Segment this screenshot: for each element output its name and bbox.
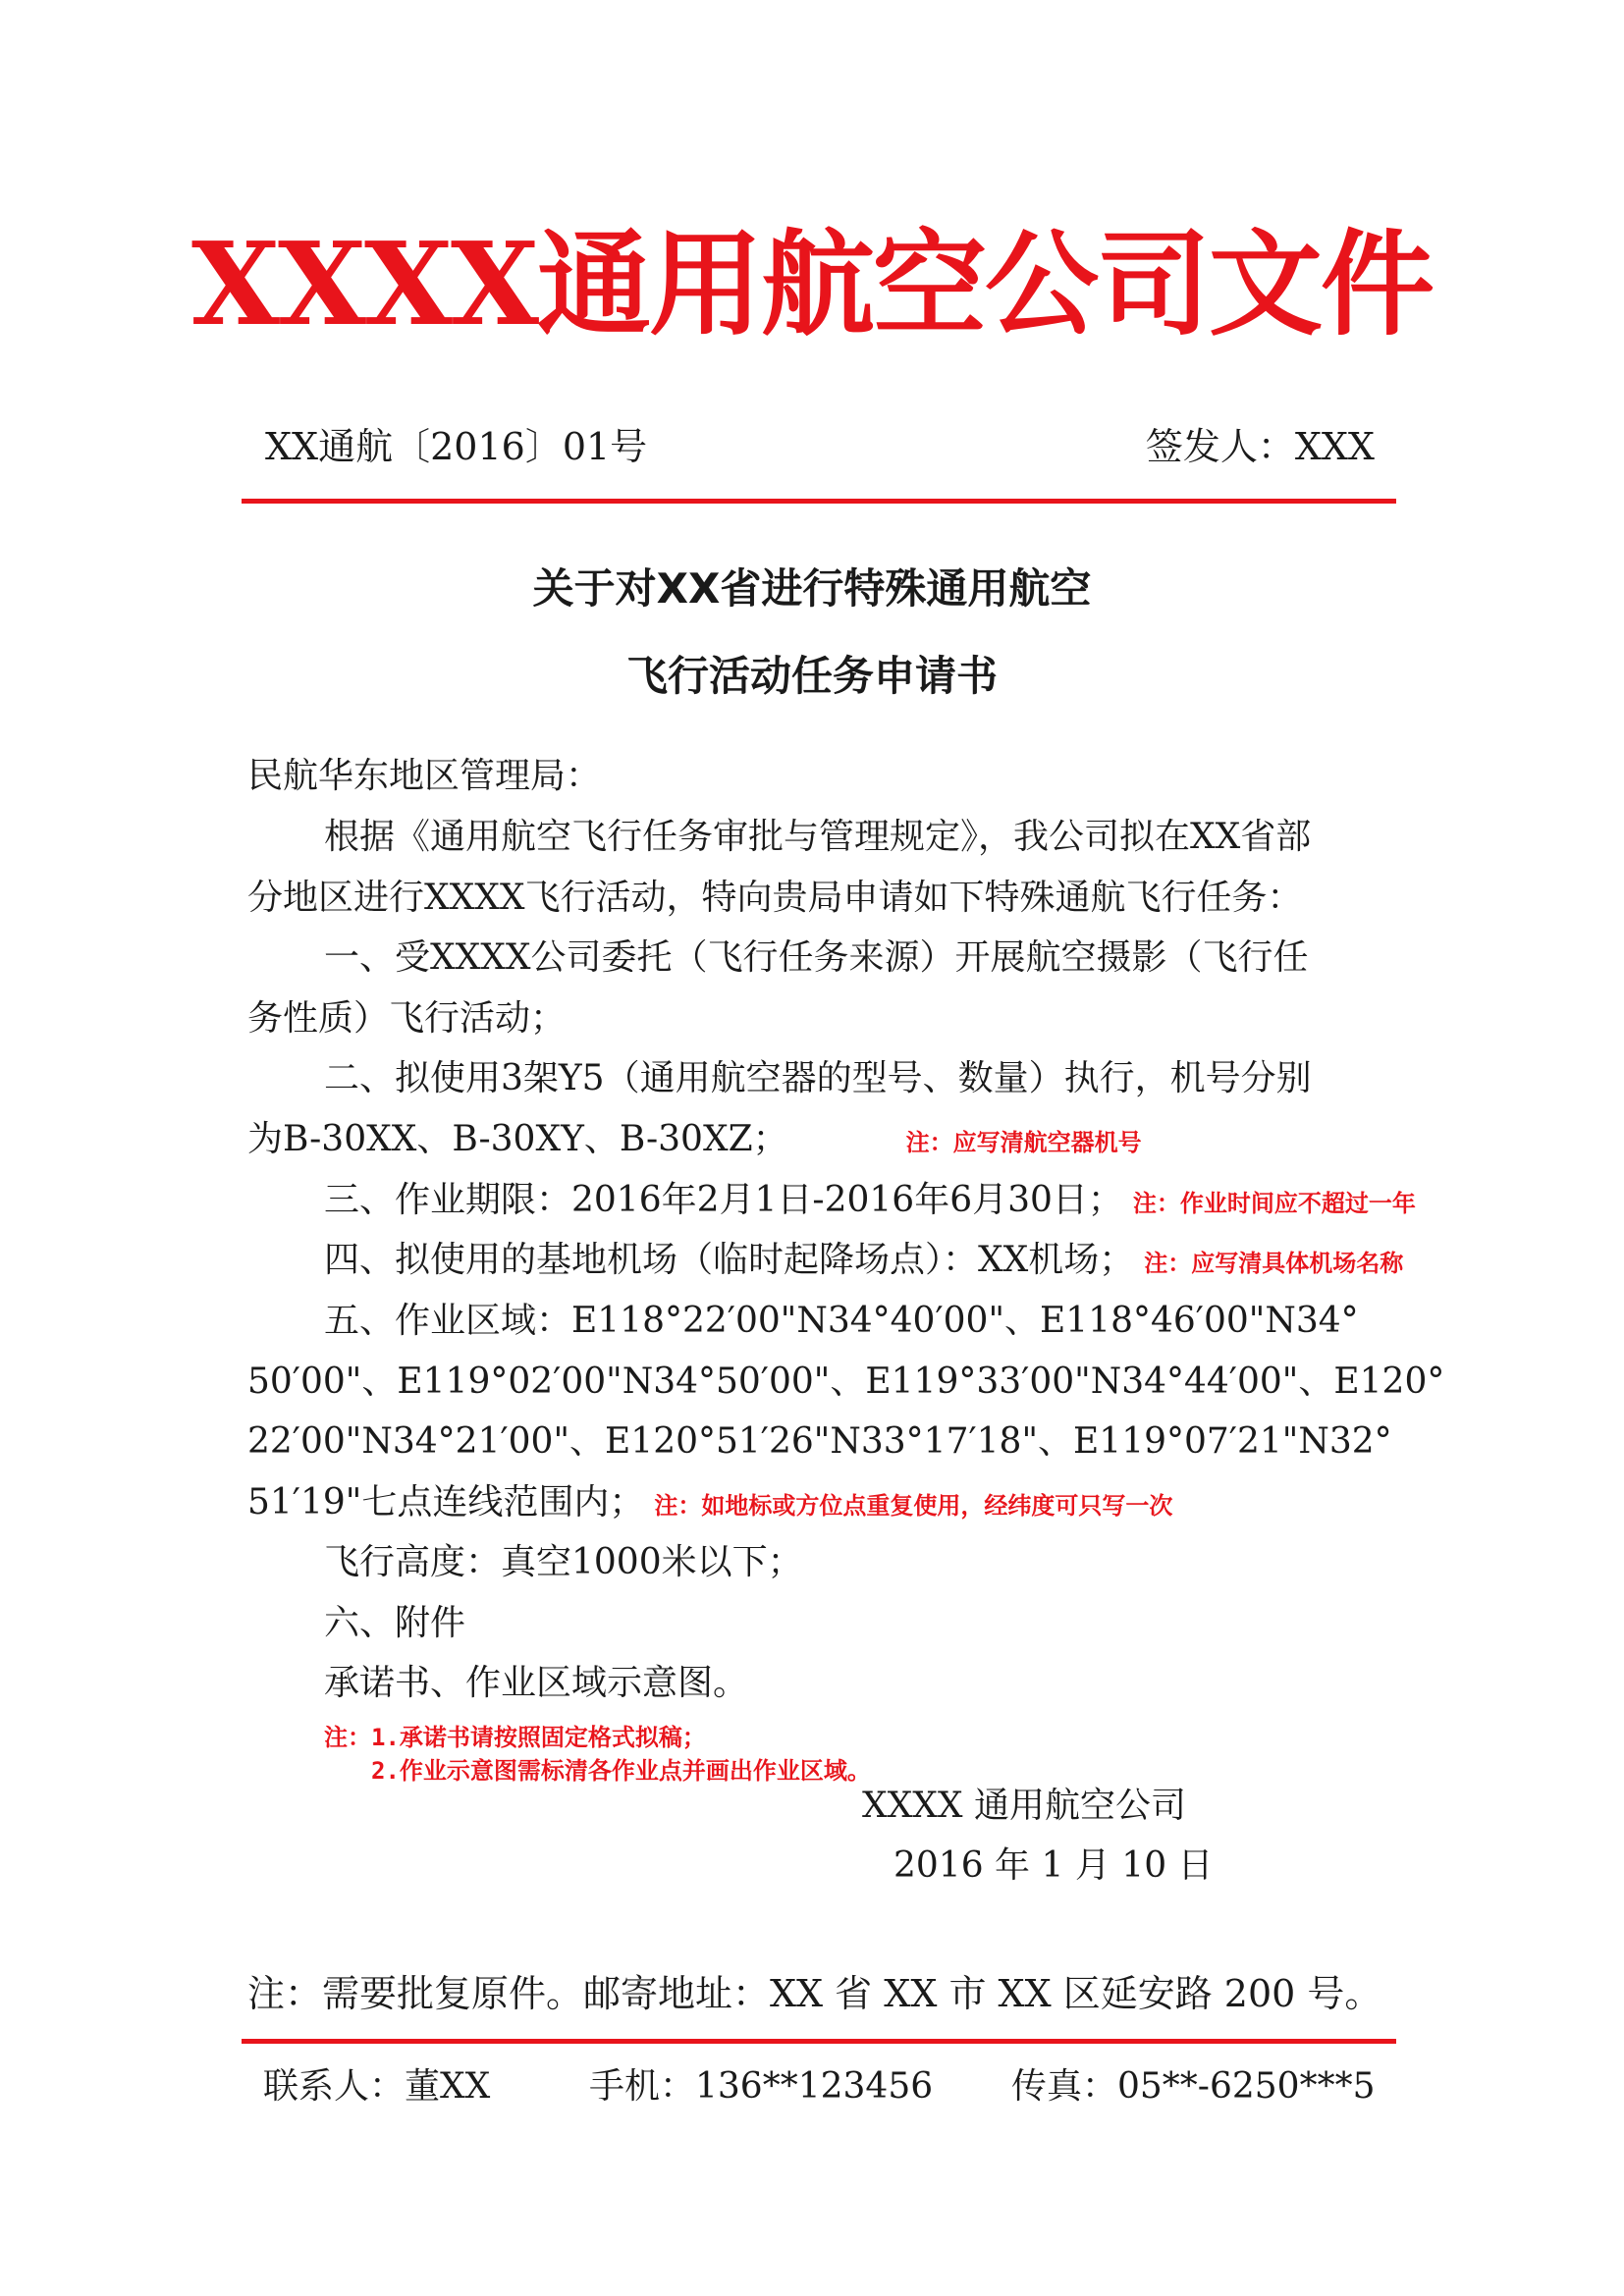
item-2-line: 二、拟使用3架Y5（通用航空器的型号、数量）执行，机号分别 <box>324 1058 1312 1098</box>
item-2-line <box>247 1119 1142 1159</box>
document-title-line1: 关于对XX省进行特殊通用航空 <box>532 564 1092 613</box>
item-1-line: 务性质）飞行活动； <box>247 998 567 1039</box>
footer-note: 注：需要批复原件。邮寄地址：XX 省 XX 市 XX 区延安路 200 号。 <box>247 1972 1382 2015</box>
item-1-line: 一、受XXXX公司委托（飞行任务来源）开展航空摄影（飞行任 <box>324 937 1309 978</box>
footer-divider <box>242 2039 1396 2044</box>
altitude-line: 飞行高度：真空1000米以下； <box>324 1542 803 1582</box>
paragraph-line: 分地区进行XXXX飞行活动，特向贵局申请如下特殊通航飞行任务： <box>247 878 1303 918</box>
document-header-title: XXXX通用航空公司文件 <box>190 218 1433 351</box>
attachments-line: 承诺书、作业区域示意图。 <box>324 1663 749 1703</box>
item-5-line <box>247 1482 1173 1522</box>
signature-date: 2016 年 1 月 10 日 <box>893 1845 1214 1886</box>
item-4-text: 四、拟使用的基地机场（临时起降场点）：XX机场； <box>324 1240 1135 1280</box>
annotation-note: 注：作业时间应不超过一年 <box>1132 1190 1416 1217</box>
item-5-text: 51′19"七点连线范围内； <box>247 1482 645 1522</box>
item-3-line <box>324 1180 1416 1220</box>
item-2-text: 为B-30XX、B-30XY、B-30XZ； <box>247 1119 788 1159</box>
item-4-line <box>324 1240 1404 1280</box>
item-5-line: 50′00"、E119°02′00"N34°50′00"、E119°33′00"N34°44′00"、E120° <box>247 1362 1445 1402</box>
item-6-line: 六、附件 <box>324 1603 466 1643</box>
attachment-note-2: 2.作业示意图需标清各作业点并画出作业区域。 <box>371 1757 871 1785</box>
item-3-text: 三、作业期限：2016年2月1日-2016年6月30日； <box>324 1180 1123 1220</box>
annotation-note: 注：如地标或方位点重复使用，经纬度可只写一次 <box>654 1492 1173 1520</box>
footer-fax: 传真：05**-6250***5 <box>1011 2066 1376 2107</box>
document-number: XX通航〔2016〕01号 <box>265 425 648 468</box>
footer-phone: 手机：136**123456 <box>589 2066 934 2107</box>
footer-contact: 联系人：董XX <box>263 2066 491 2107</box>
item-5-line: 22′00"N34°21′00"、E120°51′26"N33°17′18"、E119°07′21"N32° <box>247 1421 1392 1462</box>
annotation-note: 注：应写清航空器机号 <box>905 1129 1142 1156</box>
paragraph-line: 根据《通用航空飞行任务审批与管理规定》，我公司拟在XX省部 <box>324 817 1312 857</box>
addressee: 民航华东地区管理局： <box>247 756 602 796</box>
signature-company: XXXX 通用航空公司 <box>862 1786 1186 1826</box>
attachment-note-1: 注：1.承诺书请按照固定格式拟稿； <box>324 1724 706 1751</box>
header-divider <box>242 499 1396 504</box>
signer: 签发人：XXX <box>1145 425 1375 468</box>
annotation-note: 注：应写清具体机场名称 <box>1144 1250 1404 1277</box>
document-title-line2: 飞行活动任务申请书 <box>625 652 998 700</box>
item-5-line: 五、作业区域：E118°22′00"N34°40′00"、E118°46′00"N34° <box>324 1301 1359 1341</box>
